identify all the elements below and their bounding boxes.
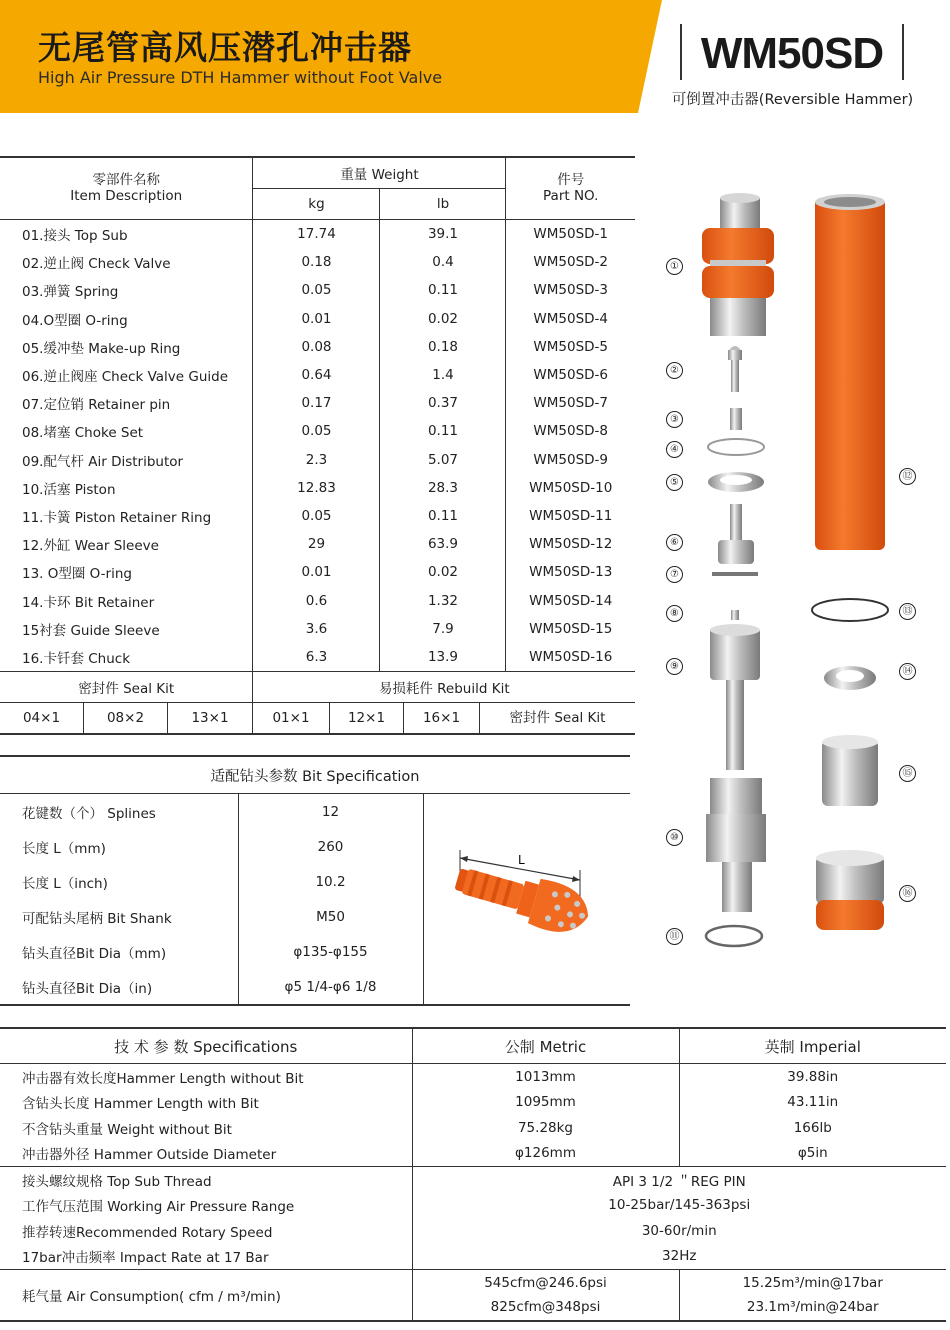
part-weight-lb: 0.11 <box>380 417 506 445</box>
table-row <box>0 1193 946 1219</box>
spec-metric-value: 1095mm <box>412 1090 679 1116</box>
model-description: 可倒置冲击器(Reversible Hammer) <box>671 92 914 108</box>
part-weight-lb: 39.1 <box>380 220 506 249</box>
bit-spec-title: 适配钻头参数 Bit Specification <box>0 756 630 794</box>
bit-spec-value: φ135-φ155 <box>238 934 423 969</box>
part-weight-lb: 0.11 <box>380 502 506 530</box>
part-name: 12.外缸 Wear Sleeve <box>22 538 159 555</box>
callout-11: ⑪ <box>666 928 683 945</box>
part-name: 08.堵塞 Choke Set <box>22 425 144 442</box>
table-row <box>0 1218 946 1244</box>
part-choke <box>731 610 739 620</box>
part-chuck <box>816 850 884 930</box>
bit-spec-label: 长度 L（mm) <box>22 840 106 857</box>
spec-label: 含钻头长度 Hammer Length with Bit <box>22 1096 259 1113</box>
part-wear-sleeve <box>815 194 885 550</box>
bit-spec-label: 钻头直径Bit Dia（in) <box>22 980 153 997</box>
spec-label: 冲击器有效长度Hammer Length without Bit <box>22 1070 304 1087</box>
part-guide-sleeve <box>822 735 878 806</box>
seal-kit-label: 密封件 Seal Kit <box>0 672 253 703</box>
part-weight-kg: 0.05 <box>253 502 380 530</box>
table-row <box>0 643 635 672</box>
part-name: 05.缓冲垫 Make-up Ring <box>22 340 181 357</box>
part-name: 16.卡钎套 Chuck <box>22 650 131 667</box>
table-row <box>0 794 630 830</box>
callout-7: ⑦ <box>666 566 683 583</box>
table-row <box>0 1090 946 1116</box>
callout-3: ③ <box>666 411 683 428</box>
spec-value: 30-60r/min <box>412 1218 946 1244</box>
part-weight-lb: 13.9 <box>380 643 506 672</box>
part-number: WM50SD-13 <box>506 558 635 586</box>
part-name: 02.逆止阀 Check Valve <box>22 256 171 273</box>
table-row <box>0 248 635 276</box>
table-row <box>0 446 635 474</box>
part-weight-kg: 0.18 <box>253 248 380 276</box>
part-weight-kg: 0.17 <box>253 389 380 417</box>
callout-13: ⑬ <box>899 603 916 620</box>
table-row <box>0 220 635 249</box>
seal-kit-item: 04×1 <box>22 710 61 726</box>
air-consumption-label: 耗气量 Air Consumption( cfm / m³/min) <box>0 1270 412 1322</box>
part-piston-retainer-ring <box>706 926 762 946</box>
part-weight-kg: 0.05 <box>253 276 380 304</box>
part-weight-kg: 0.08 <box>253 333 380 361</box>
rebuild-kit-item: 16×1 <box>403 703 479 733</box>
part-weight-lb: 0.18 <box>380 333 506 361</box>
bit-spec-value: 10.2 <box>238 864 423 899</box>
table-row <box>0 530 635 558</box>
callout-10: ⑩ <box>666 829 683 846</box>
part-weight-kg: 0.01 <box>253 558 380 586</box>
seal-kit-item: 13×1 <box>167 703 252 733</box>
table-row <box>0 1167 946 1193</box>
spec-imperial-value: 43.11in <box>679 1090 946 1116</box>
bit-spec-label: 花键数（个） Splines <box>22 805 156 822</box>
part-weight-kg: 0.05 <box>253 417 380 445</box>
part-number: WM50SD-11 <box>506 502 635 530</box>
spec-imperial-value: 39.88in <box>679 1064 946 1090</box>
model-number: WM50SD <box>680 24 904 80</box>
part-weight-lb: 0.02 <box>380 305 506 333</box>
table-row <box>0 1115 946 1141</box>
part-spring <box>730 408 742 430</box>
part-weight-kg: 0.01 <box>253 305 380 333</box>
part-number: WM50SD-14 <box>506 586 635 614</box>
part-number: WM50SD-7 <box>506 389 635 417</box>
part-number: WM50SD-6 <box>506 361 635 389</box>
part-name: 06.逆止阀座 Check Valve Guide <box>22 369 229 386</box>
callout-15: ⑮ <box>899 765 916 782</box>
spec-value: 10-25bar/145-363psi <box>412 1193 946 1219</box>
parts-table <box>0 156 635 735</box>
callout-5: ⑤ <box>666 474 683 491</box>
part-retainer-pin <box>712 572 758 576</box>
part-weight-lb: 0.02 <box>380 558 506 586</box>
specifications-table <box>0 1027 946 1322</box>
part-number: WM50SD-4 <box>506 305 635 333</box>
callout-9: ⑨ <box>666 658 683 675</box>
part-weight-lb: 63.9 <box>380 530 506 558</box>
part-weight-kg: 6.3 <box>253 643 380 672</box>
part-number: WM50SD-8 <box>506 417 635 445</box>
callout-8: ⑧ <box>666 605 683 622</box>
part-name: 07.定位销 Retainer pin <box>22 397 171 414</box>
part-name: 01.接头 Top Sub <box>22 228 128 245</box>
part-name: 09.配气杆 Air Distributor <box>22 453 184 470</box>
callout-4: ④ <box>666 441 683 458</box>
spec-label: 17bar冲击频率 Impact Rate at 17 Bar <box>22 1250 269 1267</box>
part-piston <box>706 778 766 912</box>
callout-16: ⑯ <box>899 885 916 902</box>
part-weight-kg: 2.3 <box>253 446 380 474</box>
part-name: 15衬套 Guide Sleeve <box>22 622 160 639</box>
rebuild-kit-label: 易损耗件 Rebuild Kit <box>253 672 635 703</box>
part-number: WM50SD-15 <box>506 615 635 643</box>
part-number: WM50SD-5 <box>506 333 635 361</box>
part-weight-lb: 28.3 <box>380 474 506 502</box>
callout-12: ⑫ <box>899 468 916 485</box>
page-subtitle: High Air Pressure DTH Hammer without Foot Valve <box>38 68 443 87</box>
rebuild-kit-item: 12×1 <box>329 703 403 733</box>
table-row <box>0 586 635 614</box>
col-part-cn: 件号 <box>557 171 585 188</box>
table-row <box>0 333 635 361</box>
part-name: 10.活塞 Piston <box>22 481 116 498</box>
spec-value: 32Hz <box>412 1244 946 1270</box>
rebuild-kit-item: 密封件 Seal Kit <box>479 703 635 733</box>
part-weight-lb: 5.07 <box>380 446 506 474</box>
bit-spec-label: 长度 L（inch) <box>22 875 108 892</box>
table-row <box>0 474 635 502</box>
part-name: 11.卡簧 Piston Retainer Ring <box>22 509 212 526</box>
spec-label: 接头螺纹规格 Top Sub Thread <box>0 1167 412 1193</box>
spec-label: 工作气压范围 Working Air Pressure Range <box>22 1199 295 1216</box>
bit-spec-value: 12 <box>238 794 423 830</box>
spec-value: API 3 1/2 ＂REG PIN <box>412 1167 946 1193</box>
bit-spec-label: 钻头直径Bit Dia（mm) <box>22 945 167 962</box>
bit-spec-value: M50 <box>238 899 423 934</box>
col-weight: 重量 Weight <box>253 157 506 189</box>
part-check-valve <box>728 346 742 392</box>
spec-label: 冲击器外径 Hammer Outside Diameter <box>22 1147 277 1164</box>
part-name: 03.弹簧 Spring <box>22 284 119 301</box>
air-imperial-2: 23.1m³/min@24bar <box>746 1299 879 1315</box>
callout-1: ① <box>666 258 683 275</box>
table-row <box>0 389 635 417</box>
table-row <box>0 361 635 389</box>
part-number: WM50SD-12 <box>506 530 635 558</box>
drill-bit-illustration <box>440 840 610 950</box>
table-row <box>0 276 635 304</box>
bit-spec-value: 260 <box>238 829 423 864</box>
part-weight-kg: 12.83 <box>253 474 380 502</box>
spec-label: 不含钻头重量 Weight without Bit <box>22 1121 232 1138</box>
part-weight-kg: 29 <box>253 530 380 558</box>
part-weight-kg: 17.74 <box>253 220 380 249</box>
part-check-valve-guide <box>718 504 754 564</box>
part-weight-lb: 7.9 <box>380 615 506 643</box>
part-weight-kg: 0.6 <box>253 586 380 614</box>
col-item-cn: 零部件名称 <box>92 171 160 188</box>
seal-kit-item: 08×2 <box>83 703 167 733</box>
part-number: WM50SD-10 <box>506 474 635 502</box>
page-title: 无尾管高风压潜孔冲击器 <box>38 28 412 67</box>
col-imperial: 英制 Imperial <box>679 1028 946 1064</box>
col-kg: kg <box>253 189 380 220</box>
part-name: 13. O型圈 O-ring <box>22 566 132 583</box>
part-bit-retainer <box>824 666 876 690</box>
part-weight-kg: 3.6 <box>253 615 380 643</box>
callout-2: ② <box>666 362 683 379</box>
part-number: WM50SD-1 <box>506 220 635 249</box>
part-o-ring <box>708 439 764 455</box>
rebuild-kit-item: 01×1 <box>252 703 329 733</box>
spec-metric-value: 75.28kg <box>412 1115 679 1141</box>
col-part-en: Part NO. <box>543 187 599 204</box>
table-row <box>0 417 635 445</box>
dimension-label: L <box>518 853 525 867</box>
col-metric: 公制 Metric <box>412 1028 679 1064</box>
part-number: WM50SD-9 <box>506 446 635 474</box>
col-lb: lb <box>380 189 506 220</box>
part-weight-lb: 0.11 <box>380 276 506 304</box>
col-specifications: 技 术 参 数 Specifications <box>0 1028 412 1064</box>
col-item-en: Item Description <box>70 187 183 204</box>
air-metric-2: 825cfm@348psi <box>490 1299 601 1315</box>
table-row <box>0 1244 946 1270</box>
part-weight-lb: 1.32 <box>380 586 506 614</box>
table-row <box>0 305 635 333</box>
bit-spec-label: 可配钻头尾柄 Bit Shank <box>22 910 172 927</box>
spec-metric-value: 1013mm <box>412 1064 679 1090</box>
part-o-ring-13 <box>812 599 888 621</box>
callout-6: ⑥ <box>666 534 683 551</box>
part-weight-lb: 0.4 <box>380 248 506 276</box>
part-name: 04.O型圈 O-ring <box>22 312 128 329</box>
spec-metric-value: φ126mm <box>412 1141 679 1167</box>
table-row <box>0 1141 946 1167</box>
part-weight-lb: 1.4 <box>380 361 506 389</box>
part-number: WM50SD-3 <box>506 276 635 304</box>
air-metric-1: 545cfm@246.6psi <box>484 1275 607 1291</box>
part-name: 14.卡环 Bit Retainer <box>22 594 155 611</box>
part-number: WM50SD-2 <box>506 248 635 276</box>
spec-label: 推荐转速Recommended Rotary Speed <box>22 1224 273 1241</box>
part-number: WM50SD-16 <box>506 643 635 672</box>
part-weight-kg: 0.64 <box>253 361 380 389</box>
spec-imperial-value: φ5in <box>679 1141 946 1167</box>
spec-imperial-value: 166lb <box>679 1115 946 1141</box>
table-row <box>0 558 635 586</box>
part-top-sub <box>702 193 774 336</box>
part-make-up-ring <box>708 472 764 492</box>
bit-spec-value: φ5 1/4-φ6 1/8 <box>238 969 423 1005</box>
part-air-distributor <box>710 624 760 770</box>
table-row <box>0 502 635 530</box>
part-weight-lb: 0.37 <box>380 389 506 417</box>
air-imperial-1: 15.25m³/min@17bar <box>742 1275 883 1291</box>
table-row <box>0 615 635 643</box>
table-row <box>0 1064 946 1090</box>
callout-14: ⑭ <box>899 663 916 680</box>
